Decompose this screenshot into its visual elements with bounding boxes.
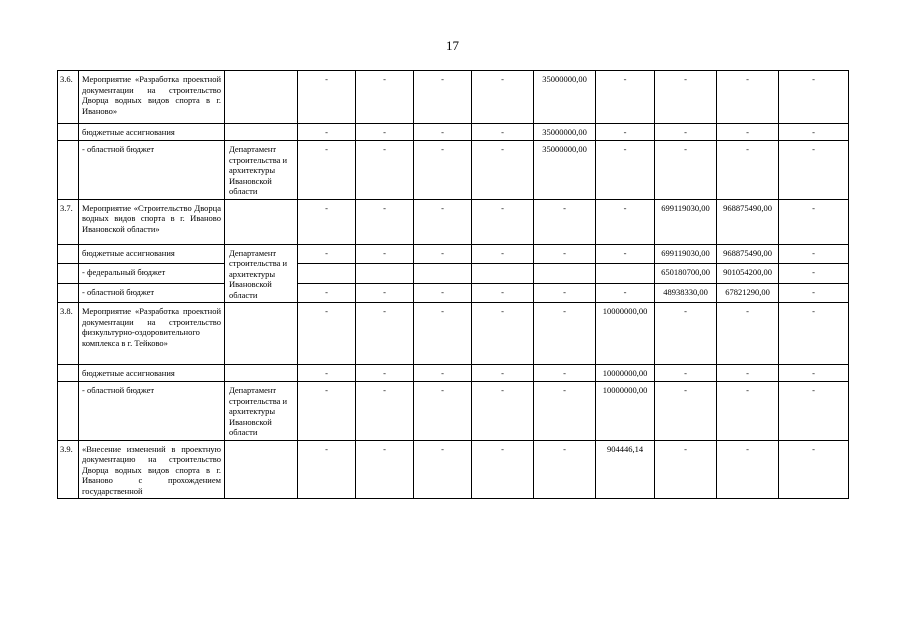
value-cell: 10000000,00 (596, 365, 655, 382)
table-row (58, 199, 849, 244)
value-cell: - (779, 382, 849, 441)
row-number (58, 382, 79, 441)
row-number: 3.8. (58, 303, 79, 365)
value-cell: - (779, 440, 849, 499)
value-cell: - (356, 283, 414, 303)
value-cell (298, 264, 356, 284)
row-description: бюджетные ассигнования (79, 365, 225, 382)
row-number (58, 365, 79, 382)
value-cell: - (414, 71, 472, 124)
row-department (225, 199, 298, 244)
table-row (58, 141, 849, 200)
value-cell: 35000000,00 (534, 141, 596, 200)
value-cell: 650180700,00 (655, 264, 717, 284)
value-cell: - (356, 244, 414, 264)
row-description: бюджетные ассигнования (79, 124, 225, 141)
value-cell: - (717, 440, 779, 499)
page-number: 17 (446, 38, 459, 53)
value-cell: 699119030,00 (655, 244, 717, 264)
value-cell: 968875490,00 (717, 199, 779, 244)
value-cell: - (596, 283, 655, 303)
value-cell: - (779, 283, 849, 303)
row-department: Департамент строительства и архитектуры Ивановской области (225, 244, 298, 303)
value-cell: - (717, 124, 779, 141)
value-cell: - (534, 244, 596, 264)
value-cell (596, 264, 655, 284)
budget-table (57, 70, 849, 499)
value-cell: - (414, 440, 472, 499)
value-cell: - (655, 124, 717, 141)
value-cell: - (779, 199, 849, 244)
value-cell: - (534, 199, 596, 244)
row-number (58, 283, 79, 303)
row-description: - областной бюджет (79, 382, 225, 441)
value-cell: - (596, 141, 655, 200)
value-cell: - (779, 244, 849, 264)
value-cell: - (472, 382, 534, 441)
value-cell: - (779, 124, 849, 141)
row-department (225, 440, 298, 499)
table-row (58, 365, 849, 382)
value-cell: - (779, 71, 849, 124)
value-cell: 48938330,00 (655, 283, 717, 303)
row-department (225, 303, 298, 365)
row-description: - областной бюджет (79, 283, 225, 303)
value-cell: - (717, 303, 779, 365)
value-cell (356, 264, 414, 284)
value-cell: 968875490,00 (717, 244, 779, 264)
table-row (58, 382, 849, 441)
value-cell: - (298, 303, 356, 365)
row-number (58, 244, 79, 264)
row-description: бюджетные ассигнования (79, 244, 225, 264)
row-description: - федеральный бюджет (79, 264, 225, 284)
value-cell: - (472, 283, 534, 303)
value-cell: - (298, 141, 356, 200)
value-cell: - (655, 71, 717, 124)
table-row (58, 303, 849, 365)
value-cell: - (414, 283, 472, 303)
value-cell: - (655, 141, 717, 200)
value-cell (472, 264, 534, 284)
value-cell: - (655, 440, 717, 499)
value-cell: - (414, 244, 472, 264)
table-row (58, 283, 849, 303)
value-cell: - (596, 71, 655, 124)
value-cell: 10000000,00 (596, 382, 655, 441)
row-department: Департамент строительства и архитектуры Ивановской области (225, 382, 298, 441)
value-cell: - (414, 124, 472, 141)
value-cell: - (534, 440, 596, 499)
value-cell: - (298, 199, 356, 244)
table-row (58, 264, 849, 284)
row-description: Мероприятие «Разработка проектной документации на строительство Дворца водных видов спорта в г. Иваново» (79, 71, 225, 124)
value-cell: - (534, 382, 596, 441)
value-cell: - (596, 124, 655, 141)
row-number: 3.9. (58, 440, 79, 499)
value-cell: - (356, 124, 414, 141)
value-cell: - (298, 365, 356, 382)
value-cell: - (356, 382, 414, 441)
row-department: Департамент строительства и архитектуры Ивановской области (225, 141, 298, 200)
value-cell: - (779, 303, 849, 365)
row-department (225, 71, 298, 124)
value-cell: 67821290,00 (717, 283, 779, 303)
value-cell: - (779, 264, 849, 284)
row-number (58, 141, 79, 200)
value-cell: - (356, 440, 414, 499)
value-cell: - (472, 440, 534, 499)
value-cell: - (472, 124, 534, 141)
row-department (225, 365, 298, 382)
value-cell: - (717, 71, 779, 124)
table-row (58, 71, 849, 124)
value-cell: - (534, 365, 596, 382)
value-cell: - (414, 303, 472, 365)
value-cell: - (779, 141, 849, 200)
row-description: - областной бюджет (79, 141, 225, 200)
row-number: 3.7. (58, 199, 79, 244)
value-cell: 35000000,00 (534, 71, 596, 124)
row-description: Мероприятие «Разработка проектной документации на строительство физкультурно-оздоровительного комплекса в г. Тейково» (79, 303, 225, 365)
value-cell: - (472, 365, 534, 382)
value-cell: - (717, 382, 779, 441)
value-cell: - (356, 71, 414, 124)
value-cell (414, 264, 472, 284)
value-cell: 10000000,00 (596, 303, 655, 365)
value-cell: - (356, 303, 414, 365)
value-cell: - (596, 199, 655, 244)
value-cell: - (655, 303, 717, 365)
row-description: «Внесение изменений в проектную документацию на строительство Дворца водных видов спорта в г. Иваново с прохождением государственной (79, 440, 225, 499)
value-cell: - (472, 303, 534, 365)
value-cell: - (298, 440, 356, 499)
value-cell: 901054200,00 (717, 264, 779, 284)
value-cell: - (298, 71, 356, 124)
value-cell: - (356, 199, 414, 244)
table-row (58, 440, 849, 499)
value-cell: - (414, 141, 472, 200)
value-cell: - (414, 365, 472, 382)
value-cell: - (779, 365, 849, 382)
row-number: 3.6. (58, 71, 79, 124)
value-cell: - (472, 244, 534, 264)
value-cell: - (298, 244, 356, 264)
table-row (58, 124, 849, 141)
value-cell: - (534, 283, 596, 303)
value-cell: 904446,14 (596, 440, 655, 499)
value-cell: - (298, 283, 356, 303)
value-cell: - (655, 365, 717, 382)
value-cell: - (298, 382, 356, 441)
value-cell: - (414, 199, 472, 244)
value-cell: - (356, 365, 414, 382)
value-cell: - (472, 199, 534, 244)
value-cell: - (655, 382, 717, 441)
value-cell: - (472, 141, 534, 200)
value-cell: - (717, 365, 779, 382)
value-cell (534, 264, 596, 284)
value-cell: - (298, 124, 356, 141)
row-number (58, 124, 79, 141)
row-number (58, 264, 79, 284)
value-cell: - (414, 382, 472, 441)
row-department (225, 124, 298, 141)
value-cell: - (534, 303, 596, 365)
value-cell: - (356, 141, 414, 200)
value-cell: 699119030,00 (655, 199, 717, 244)
value-cell: - (717, 141, 779, 200)
value-cell: 35000000,00 (534, 124, 596, 141)
table-row (58, 244, 849, 264)
value-cell: - (596, 244, 655, 264)
value-cell: - (472, 71, 534, 124)
row-description: Мероприятие «Строительство Дворца водных видов спорта в г. Иваново Ивановской области» (79, 199, 225, 244)
